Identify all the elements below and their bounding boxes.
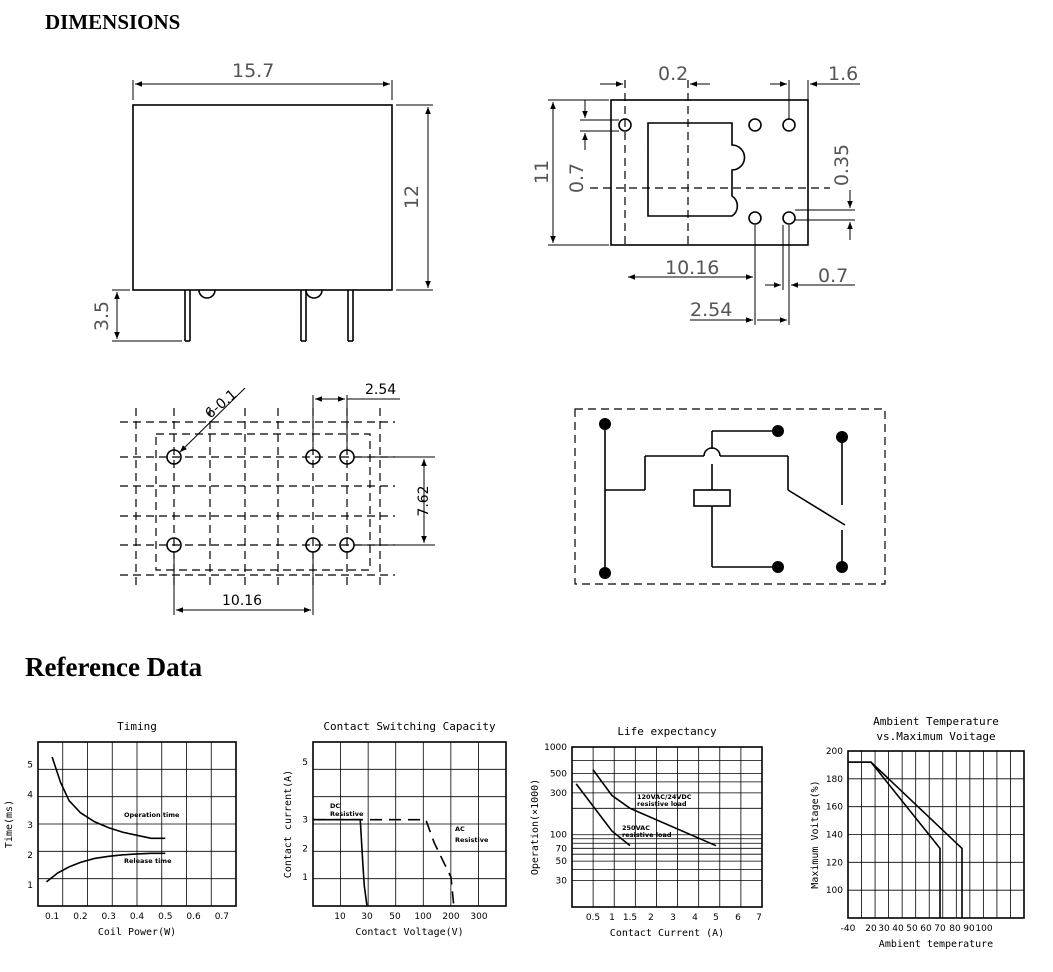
relay-bottom-outline <box>611 100 808 245</box>
x-tick-label: 6 <box>735 913 741 923</box>
y-tick-label: 30 <box>555 876 567 887</box>
wiring-schematic <box>575 409 885 584</box>
annotation: AC <box>455 825 465 833</box>
annotation: Release time <box>124 857 172 865</box>
x-tick-label: 0.7 <box>214 912 230 922</box>
x-tick-label: 0.5 <box>585 913 601 923</box>
y-tick-label: 1 <box>302 873 308 884</box>
y-tick-label: 120 <box>825 858 843 869</box>
pin-hole <box>783 212 795 224</box>
dim-11-label: 11 <box>531 159 553 185</box>
dimensions-heading: DIMENSIONS <box>45 10 181 34</box>
life-expectancy-chart <box>530 725 762 939</box>
x-tick-label: 100 <box>975 924 993 934</box>
y-tick-label: 100 <box>549 830 567 841</box>
dim-pin-length-label: 3.5 <box>91 300 113 332</box>
relay-coil <box>694 490 730 506</box>
annotation: 250VAC <box>622 824 650 832</box>
x-tick-label: 20 <box>865 924 877 934</box>
annotation: DC <box>330 802 341 810</box>
x-tick-label: 7 <box>756 913 762 923</box>
x-axis-label: Ambient temperature <box>878 939 994 950</box>
y-tick-label: 160 <box>825 802 843 813</box>
dim-0-7-vertical-label: 0.7 <box>566 162 588 194</box>
x-axis-label: Coil Power(W) <box>97 927 177 938</box>
x-tick-label: 0.4 <box>129 912 145 922</box>
y-tick-label: 200 <box>825 747 843 757</box>
y-tick-label: 3 <box>302 815 308 826</box>
y-tick-label: 100 <box>825 886 843 897</box>
chart-title: Timing <box>117 720 157 733</box>
y-tick-label: 5 <box>27 760 33 771</box>
contact-switching-capacity-chart <box>283 720 506 938</box>
y-tick-label: 1000 <box>544 743 567 753</box>
x-tick-label: 1 <box>609 913 615 923</box>
dim-2-54-top-label: 2.54 <box>690 299 733 321</box>
pcb-layout-grid <box>120 388 435 615</box>
pin-hole <box>783 119 795 131</box>
dim-2-54-pcb-label: 2.54 <box>365 382 397 398</box>
dim-10-16-top-label: 10.16 <box>665 257 720 279</box>
y-tick-label: 180 <box>825 774 843 785</box>
x-tick-label: 30 <box>361 912 373 922</box>
x-tick-label: 100 <box>414 912 432 922</box>
dim-10-16-pcb-label: 10.16 <box>222 593 263 609</box>
y-tick-label: 3 <box>27 820 33 831</box>
dim-0-35-label: 0.35 <box>831 143 853 187</box>
x-tick-label: 4 <box>692 913 698 923</box>
x-tick-label: 0.1 <box>44 912 60 922</box>
x-tick-label: 80 <box>949 924 961 934</box>
y-axis-label: Time(ms) <box>4 799 15 849</box>
y-tick-label: 2 <box>27 850 33 861</box>
dim-0-7-horizontal-label: 0.7 <box>818 265 849 287</box>
chart-title: Contact Switching Capacity <box>323 720 496 733</box>
x-tick-label: 0.2 <box>73 912 88 922</box>
dim-7-62-label: 7.62 <box>416 485 432 517</box>
timing-chart <box>4 720 236 938</box>
y-tick-label: 2 <box>302 844 308 855</box>
x-tick-label: 2 <box>648 913 654 923</box>
y-axis-label: Maximum Voitage(%) <box>810 780 821 889</box>
x-tick-label: 0.3 <box>101 912 116 922</box>
x-tick-label: 0.6 <box>186 912 201 922</box>
series-line <box>313 820 454 906</box>
y-axis-label: Operation(×1000) <box>530 778 541 876</box>
chart-subtitle: vs.Maximum Voitage <box>876 730 996 743</box>
dim-height-label: 12 <box>401 184 423 210</box>
annotation: resistive load <box>622 831 672 839</box>
plot-frame <box>572 747 762 907</box>
x-tick-label: 0.5 <box>158 912 173 922</box>
pin-notch <box>199 290 215 298</box>
ambient-temperature-chart <box>810 715 1024 950</box>
x-tick-label: 50 <box>906 924 918 934</box>
annotation: Resistive <box>330 810 364 818</box>
y-tick-label: 300 <box>549 788 567 799</box>
annotation: Resistive <box>455 836 489 844</box>
dim-0-2-label: 0.2 <box>658 63 689 85</box>
y-tick-label: 70 <box>555 844 567 855</box>
relay-body-outline <box>133 105 392 290</box>
x-tick-label: 1.5 <box>622 913 638 923</box>
x-tick-label: 90 <box>963 924 975 934</box>
relay-bottom-view <box>548 80 860 325</box>
x-tick-label: 3 <box>670 913 676 923</box>
y-tick-label: 4 <box>27 790 33 801</box>
x-tick-label: 70 <box>934 924 946 934</box>
y-tick-label: 500 <box>549 769 567 780</box>
x-tick-label: 10 <box>334 912 346 922</box>
x-tick-label: 5 <box>713 913 719 923</box>
annotation: 120VAC/24VDC <box>637 793 692 801</box>
series-line <box>848 762 962 918</box>
dim-width-label: 15.7 <box>232 60 275 82</box>
dim-1-6-label: 1.6 <box>828 63 859 85</box>
y-tick-label: 1 <box>27 880 33 891</box>
series-line <box>313 820 367 906</box>
x-tick-label: 300 <box>470 912 488 922</box>
chart-title: Ambient Temperature <box>873 715 999 728</box>
x-axis-label: Contact Current (A) <box>609 928 725 939</box>
x-tick-label: 40 <box>892 924 904 934</box>
reference-data-heading: Reference Data <box>25 652 203 682</box>
relay-side-view <box>112 80 433 341</box>
dim-hole-diameter-label: 6-0.1 <box>202 386 241 423</box>
annotation: Operation time <box>124 811 180 819</box>
x-tick-label: -40 <box>840 924 856 934</box>
chart-title: Life expectancy <box>617 725 717 738</box>
x-axis-label: Contact Voltage(V) <box>355 927 464 938</box>
y-axis-label: Contact current(A) <box>283 769 294 879</box>
x-tick-label: 30 <box>878 924 890 934</box>
annotation: resistive load <box>637 800 687 808</box>
x-tick-label: 50 <box>389 912 401 922</box>
x-tick-label: 200 <box>442 912 460 922</box>
y-tick-label: 50 <box>555 857 567 868</box>
y-tick-label: 140 <box>825 830 843 841</box>
x-tick-label: 60 <box>920 924 932 934</box>
pin-hole <box>749 212 761 224</box>
pin-hole <box>749 119 761 131</box>
y-tick-label: 5 <box>302 758 308 769</box>
